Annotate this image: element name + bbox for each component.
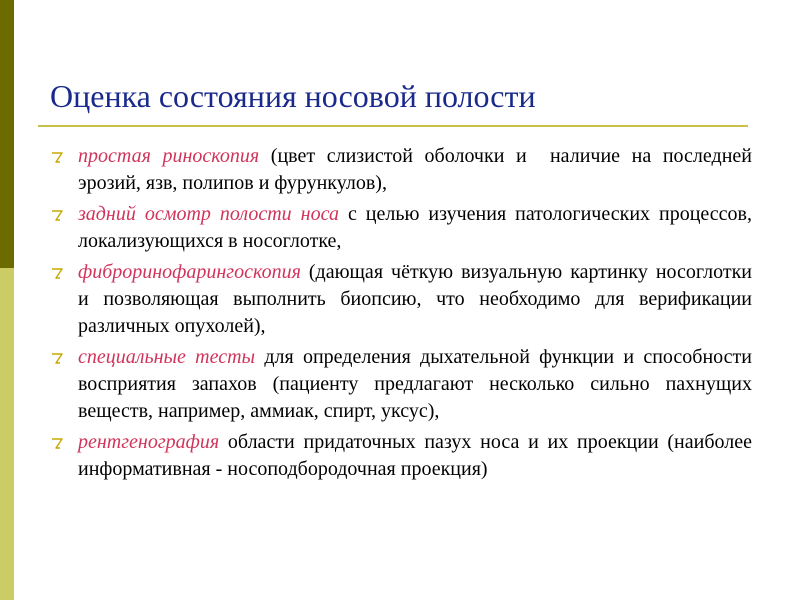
item-description: (цвет слизистой оболочки и наличие на последней эрозий, язв, полипов и фурункулов),: [78, 145, 757, 194]
item-text: [78, 259, 757, 340]
item-text: [78, 344, 758, 425]
item-term: рентгенография: [78, 431, 220, 453]
item-term: задний осмотр полости носа: [78, 203, 339, 225]
item-description: (дающая чёткую визуальную картинку носоглотки и позволяющая выполнить биопсию, что необходимо для верификации различных опухолей),: [78, 261, 757, 337]
item-term: простая риноскопия: [78, 145, 260, 167]
item-text: [78, 201, 757, 255]
title-divider: [38, 125, 748, 127]
list-item: [50, 143, 757, 197]
list-item: [50, 201, 757, 255]
item-description: области придаточных пазух носа и их проекции (наиболее информативная - носоподбородочная проекция): [78, 431, 757, 480]
left-band-light: [0, 268, 14, 600]
hollow-z-arrow-bullet-icon: [50, 267, 64, 281]
left-band-dark: [0, 0, 14, 268]
list-item: [50, 429, 757, 483]
list-item: [50, 259, 757, 340]
item-text: [78, 429, 757, 483]
hollow-z-arrow-bullet-icon: [50, 209, 64, 223]
bullet-list: [50, 143, 758, 487]
hollow-z-arrow-bullet-icon: [50, 437, 64, 451]
item-description: с целью изучения патологических процессов, локализующихся в носоглотке,: [78, 203, 757, 252]
hollow-z-arrow-bullet-icon: [50, 151, 64, 165]
hollow-z-arrow-bullet-icon: [50, 352, 64, 366]
slide-title: Оценка состояния носовой полости: [50, 78, 536, 114]
item-text: [78, 143, 757, 197]
item-description: для определения дыхательной функции и способности восприятия запахов (пациенту предлагают несколько сильно пахнущих веществ, например, аммиак, спирт, уксус),: [78, 346, 758, 422]
list-item: [50, 344, 758, 425]
item-term: специальные тесты: [78, 346, 256, 368]
item-term: фиброринофарингоскопия: [78, 261, 301, 283]
